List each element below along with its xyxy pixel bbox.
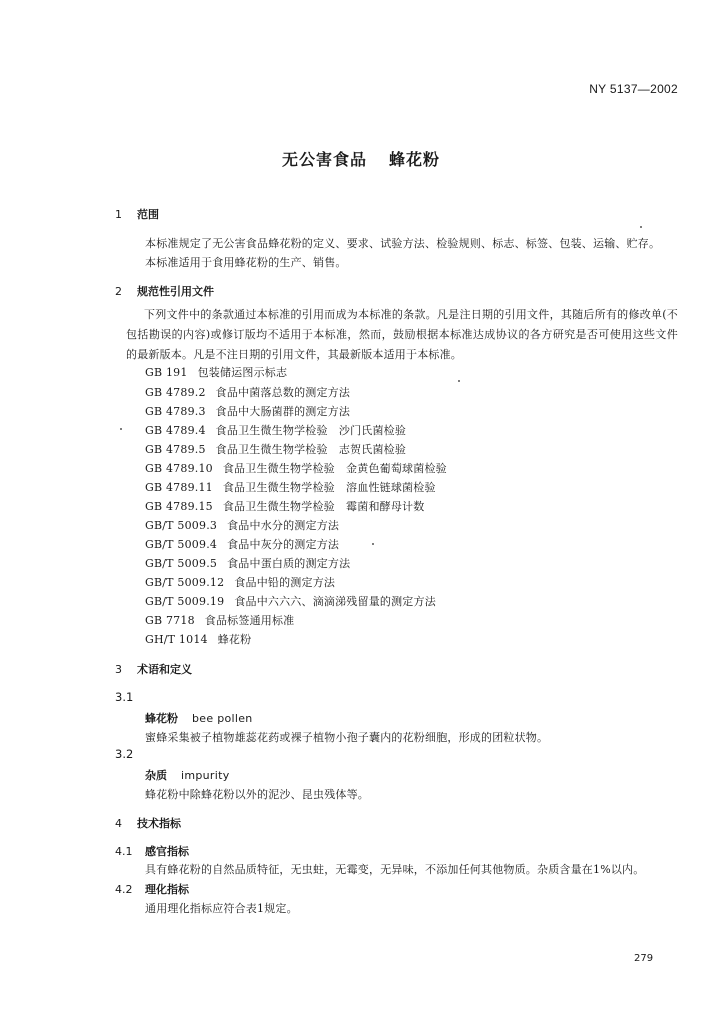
reference-item: GB 4789.10 食品卫生微生物学检验 金黄色葡萄球菌检验 [145, 462, 447, 475]
reference-item: GB/T 5009.12 食品中铅的测定方法 [145, 576, 336, 589]
reference-item: GB 4789.15 食品卫生微生物学检验 霉菌和酵母计数 [145, 500, 425, 513]
scan-speck [120, 428, 122, 430]
term-3-2-number: 3.2 [115, 747, 134, 761]
scope-line-2: 本标准适用于食用蜂花粉的生产、销售。 [145, 256, 347, 269]
term-3-1-number: 3.1 [115, 690, 134, 704]
section-number: 2 [115, 285, 122, 298]
section-3-heading [115, 661, 192, 677]
reference-item: GB/T 5009.4 食品中灰分的测定方法 [145, 538, 340, 551]
section-1-heading [115, 206, 159, 222]
term-3-2-definition: 蜂花粉中除蜂花粉以外的泥沙、昆虫残体等。 [145, 788, 369, 801]
subsection-4-1-text: 具有蜂花粉的自然品质特征，无虫蛀，无霉变，无异味，不添加任何其他物质。杂质含量在1%以内。 [145, 863, 645, 876]
reference-item: GB 4789.11 食品卫生微生物学检验 溶血性链球菌检验 [145, 481, 436, 494]
subsection-4-1-heading: 4.1 感官指标 [115, 845, 189, 858]
term-3-2-name: 杂质 impurity [145, 769, 230, 782]
section-title: 规范性引用文件 [137, 285, 214, 298]
section-title: 术语和定义 [137, 663, 192, 676]
section-number: 3 [115, 663, 122, 676]
reference-item: GB/T 5009.5 食品中蛋白质的测定方法 [145, 557, 351, 570]
term-3-1-name: 蜂花粉 bee pollen [145, 712, 253, 725]
reference-item: GB 4789.5 食品卫生微生物学检验 志贺氏菌检验 [145, 443, 407, 456]
section-2-heading [115, 283, 214, 299]
normative-references-paragraph: 下列文件中的条款通过本标准的引用而成为本标准的条款。凡是注日期的引用文件，其随后所有的修改单(不包括勘误的内容)或修订版均不适用于本标准，然而，鼓励根据本标准达成协议的各方研究是否可使用这些文件的最新版本。凡是不注日期的引用文件，其最新版本适用于本标准。 [126, 308, 678, 361]
scope-line-1: 本标准规定了无公害食品蜂花粉的定义、要求、试验方法、检验规则、标志、标签、包装、运输、贮存。 [145, 237, 661, 250]
document-title [0, 147, 722, 170]
title-part1: 无公害食品 [281, 150, 367, 169]
subsection-4-2-text: 通用理化指标应符合表1规定。 [145, 902, 298, 915]
scan-speck [372, 543, 374, 545]
section-title: 范围 [137, 208, 159, 221]
section-4-heading [115, 815, 181, 831]
standard-number: NY 5137—2002 [589, 82, 678, 96]
term-3-1-definition: 蜜蜂采集被子植物雄蕊花药或裸子植物小孢子囊内的花粉细胞，形成的团粒状物。 [145, 731, 549, 744]
reference-item: GB/T 5009.19 食品中六六六、滴滴涕残留量的测定方法 [145, 595, 436, 608]
reference-item: GB 7718 食品标签通用标准 [145, 614, 295, 627]
reference-item: GB 4789.2 食品中菌落总数的测定方法 [145, 386, 351, 399]
reference-item: GB 4789.4 食品卫生微生物学检验 沙门氏菌检验 [145, 424, 407, 437]
section-number: 1 [115, 208, 122, 221]
reference-item: GH/T 1014 蜂花粉 [145, 633, 252, 646]
reference-item: GB/T 5009.3 食品中水分的测定方法 [145, 519, 340, 532]
section-title: 技术指标 [137, 817, 181, 830]
page-number: 279 [634, 953, 654, 964]
title-part2: 蜂花粉 [389, 150, 441, 169]
reference-item: GB 191 包装储运图示标志 [145, 366, 288, 379]
scan-speck [640, 226, 642, 228]
section-number: 4 [115, 817, 122, 830]
subsection-4-2-heading: 4.2 理化指标 [115, 883, 189, 896]
scan-speck [458, 380, 460, 382]
reference-item: GB 4789.3 食品中大肠菌群的测定方法 [145, 405, 351, 418]
